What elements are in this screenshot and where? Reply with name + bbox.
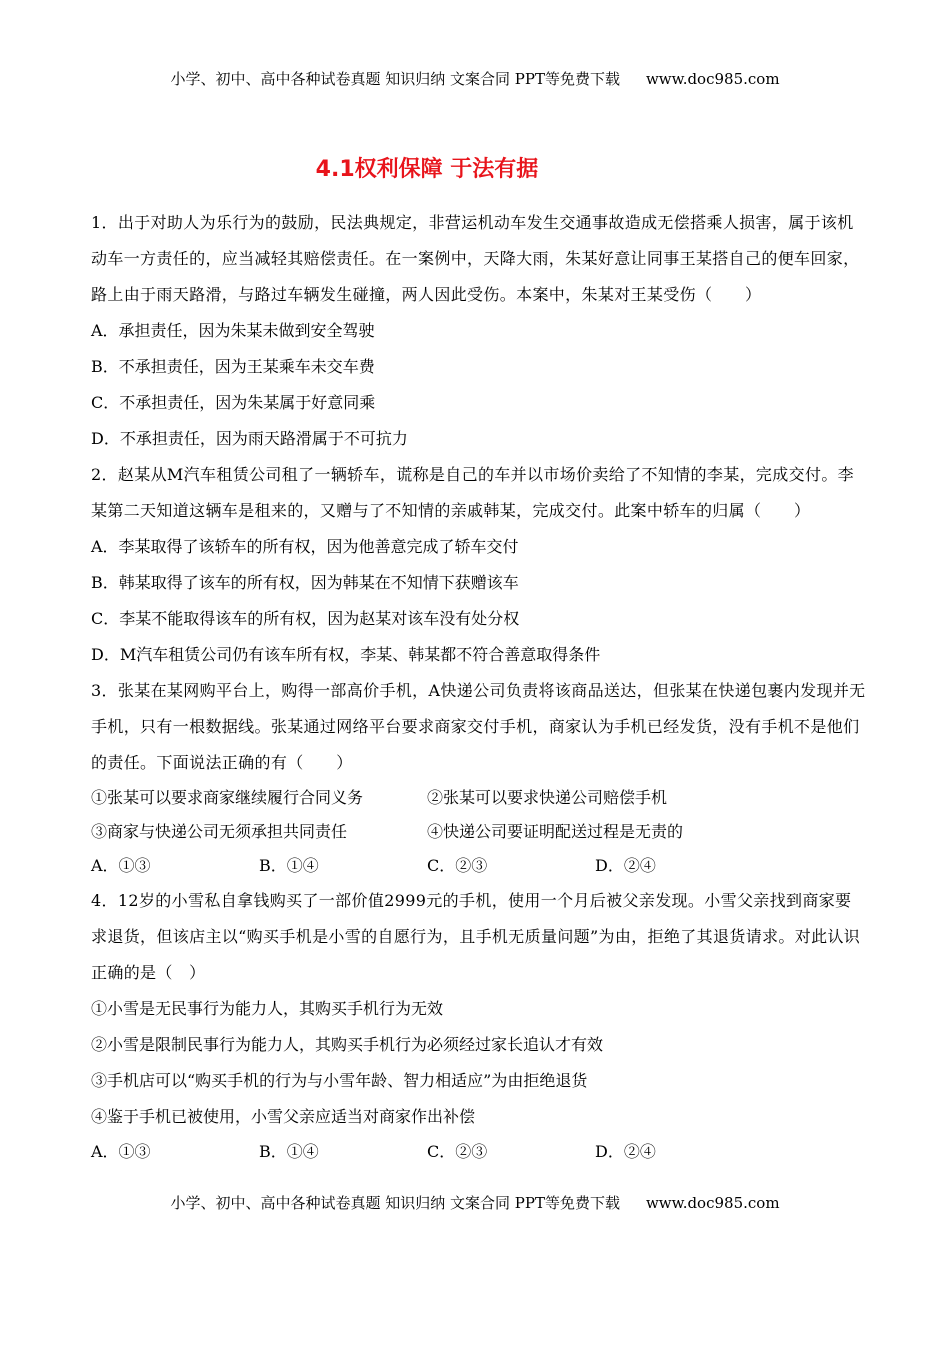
choice-b: B．①④ bbox=[259, 856, 319, 875]
choice-c: C．②③ bbox=[427, 1142, 488, 1161]
option-a: A．承担责任，因为朱某未做到安全驾驶 bbox=[91, 321, 375, 340]
footer-site: www.doc985.com bbox=[645, 1194, 780, 1212]
option-d: D．M汽车租赁公司仍有该车所有权，李某、韩某都不符合善意取得条件 bbox=[91, 645, 601, 664]
choice-b: B．①④ bbox=[259, 1142, 319, 1161]
question-stem: 4．12岁的小雪私自拿钱购买了一部价值2999元的手机，使用一个月后被父亲发现。小雪父亲找到商家要求退货，但该店主以“购买手机是小雪的自愿行为，且手机无质量问题”为由，拒绝了其退货请求。对此认识正确的是（ ） bbox=[91, 891, 861, 982]
option-a: A．李某取得了该轿车的所有权，因为他善意完成了轿车交付 bbox=[91, 537, 519, 556]
statement-3: ③手机店可以“购买手机的行为与小雪年龄、智力相适应”为由拒绝退货 bbox=[91, 1071, 588, 1090]
page-footer bbox=[0, 1193, 950, 1213]
choice-row bbox=[91, 1135, 866, 1169]
choice-d: D．②④ bbox=[595, 1142, 656, 1161]
question-1 bbox=[91, 205, 866, 457]
option-d: D．不承担责任，因为雨天路滑属于不可抗力 bbox=[91, 429, 408, 448]
choice-d: D．②④ bbox=[595, 856, 656, 875]
question-3 bbox=[91, 673, 866, 883]
header-text: 小学、初中、高中各种试卷真题 知识归纳 文案合同 PPT等免费下载 bbox=[170, 70, 620, 88]
option-c: C．李某不能取得该车的所有权，因为赵某对该车没有处分权 bbox=[91, 609, 520, 628]
statement-1: ①小雪是无民事行为能力人，其购买手机行为无效 bbox=[91, 999, 444, 1018]
statement-row bbox=[91, 781, 866, 815]
statement-1: ①张某可以要求商家继续履行合同义务 bbox=[91, 788, 364, 807]
question-stem: 1．出于对助人为乐行为的鼓励，民法典规定，非营运机动车发生交通事故造成无偿搭乘人损害，属于该机动车一方责任的，应当减轻其赔偿责任。在一案例中，天降大雨，朱某好意让同事王某搭自己的便车回家，路上由于雨天路滑，与路过车辆发生碰撞，两人因此受伤。本案中，朱某对王某受伤（ ） bbox=[91, 213, 860, 304]
statement-row bbox=[91, 815, 866, 849]
statement-4: ④快递公司要证明配送过程是无责的 bbox=[427, 822, 684, 841]
header-site: www.doc985.com bbox=[645, 70, 780, 88]
choice-a: A．①③ bbox=[91, 1142, 151, 1161]
page-title: 4.1权利保障 于法有据 bbox=[315, 157, 539, 182]
choice-c: C．②③ bbox=[427, 856, 488, 875]
statement-2: ②小雪是限制民事行为能力人，其购买手机行为必须经过家长追认才有效 bbox=[91, 1035, 604, 1054]
question-list bbox=[91, 205, 866, 1169]
question-stem: 3．张某在某网购平台上，购得一部高价手机，A快递公司负责将该商品送达，但张某在快递包裹内发现并无手机，只有一根数据线。张某通过网络平台要求商家交付手机，商家认为手机已经发货，没有手机不是他们的责任。下面说法正确的有（ ） bbox=[91, 681, 866, 772]
question-4 bbox=[91, 883, 866, 1169]
question-stem: 2．赵某从M汽车租赁公司租了一辆轿车，谎称是自己的车并以市场价卖给了不知情的李某，完成交付。李某第二天知道这辆车是租来的，又赠与了不知情的亲戚韩某，完成交付。此案中轿车的归属（ ） bbox=[91, 465, 855, 520]
page-header bbox=[0, 69, 950, 89]
statement-2: ②张某可以要求快递公司赔偿手机 bbox=[427, 788, 668, 807]
option-b: B．不承担责任，因为王某乘车未交车费 bbox=[91, 357, 375, 376]
footer-text: 小学、初中、高中各种试卷真题 知识归纳 文案合同 PPT等免费下载 bbox=[170, 1194, 620, 1212]
option-c: C．不承担责任，因为朱某属于好意同乘 bbox=[91, 393, 376, 412]
statement-4: ④鉴于手机已被使用，小雪父亲应适当对商家作出补偿 bbox=[91, 1107, 476, 1126]
option-b: B．韩某取得了该车的所有权，因为韩某在不知情下获赠该车 bbox=[91, 573, 519, 592]
statement-3: ③商家与快递公司无须承担共同责任 bbox=[91, 822, 348, 841]
choice-row bbox=[91, 849, 866, 883]
choice-a: A．①③ bbox=[91, 856, 151, 875]
question-2 bbox=[91, 457, 866, 673]
